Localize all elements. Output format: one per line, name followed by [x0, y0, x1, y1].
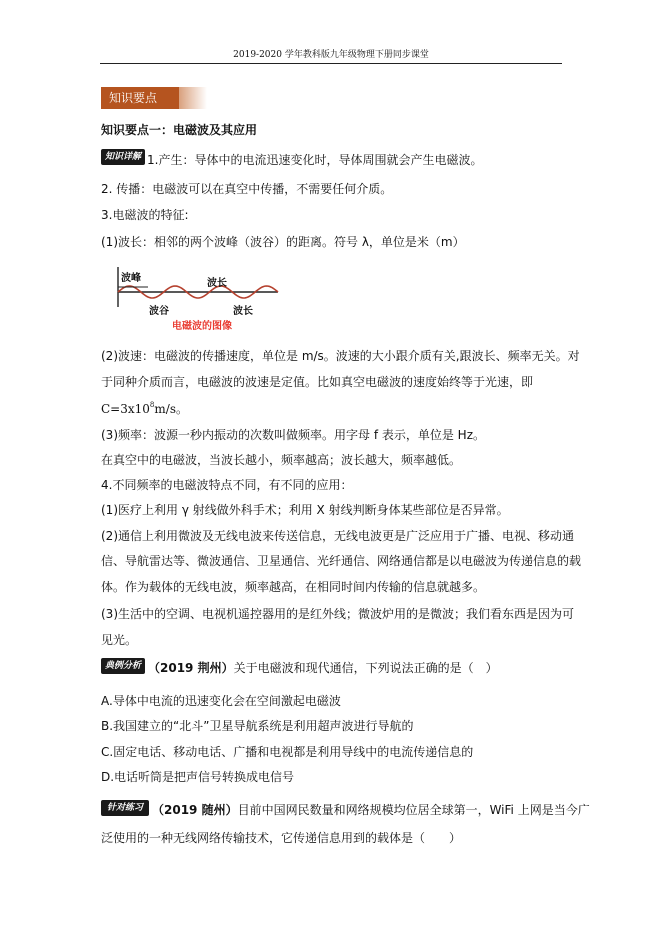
- point-4: 4.不同频率的电磁波特点不同，有不同的应用：: [101, 478, 353, 492]
- point-2: 2. 传播：电磁波可以在真空中传播，不需要任何介质。: [101, 182, 393, 196]
- example-question: 关于电磁波和现代通信，下列说法正确的是（ ）: [233, 661, 498, 675]
- example-option-b: B.我国建立的“北斗”卫星导航系统是利用超声波进行导航的: [101, 719, 414, 733]
- label-peak: 波峰: [121, 273, 141, 284]
- practice-line-2: 泛使用的一种无线网络传输技术，它传递信息用到的载体是（ ）: [101, 831, 462, 845]
- example-source: （2019 荆州）: [148, 661, 234, 675]
- point-3-2b: 于同种介质而言，电磁波的波速是定值。比如真空电磁波的速度始终等于光速，即: [101, 375, 534, 389]
- point-4-2a: (2)通信上利用微波及无线电波来传送信息，无线电波更是广泛应用于广播、电视、移动通: [101, 529, 575, 543]
- section-banner-tail: [179, 87, 207, 109]
- point-4-1: (1)医疗上利用 γ 射线做外科手术；利用 X 射线判断身体某些部位是否异常。: [101, 503, 509, 517]
- practice-text-1: 目前中国网民数量和网络规模均位居全球第一，WiFi 上网是当今广: [237, 803, 590, 817]
- header-rule: [100, 63, 562, 64]
- speed-base: C=3x10: [101, 402, 150, 416]
- label-wavelength-top: 波长: [207, 278, 227, 289]
- example-badge: 典例分析: [101, 658, 145, 674]
- practice-line-1: [152, 802, 590, 818]
- section-banner: 知识要点: [101, 87, 179, 109]
- label-wavelength-bottom: 波长: [233, 306, 253, 317]
- page-header: 2019-2020 学年教科版九年级物理下册同步课堂: [233, 50, 429, 60]
- point-3-2c: [101, 401, 188, 417]
- figure-caption: 电磁波的图像: [172, 321, 232, 332]
- example-option-d: D.电话听筒是把声信号转换成电信号: [101, 770, 295, 784]
- speed-unit: m/s。: [154, 402, 188, 416]
- practice-source: （2019 随州）: [152, 803, 238, 817]
- point-4-3a: (3)生活中的空调、电视机遥控器用的是红外线；微波炉用的是微波；我们看东西是因为可: [101, 607, 575, 621]
- point-3: 3.电磁波的特征:: [101, 208, 189, 222]
- point-3-2a: (2)波速：电磁波的传播速度，单位是 m/s。波速的大小跟介质有关,跟波长、频率无关。对: [101, 349, 580, 363]
- point-3-1: (1)波长：相邻的两个波峰（波谷）的距离。符号 λ，单位是米（m）: [101, 235, 465, 249]
- label-trough: 波谷: [149, 306, 169, 317]
- explain-badge: 知识详解: [101, 149, 145, 165]
- point-4-2b: 信、导航雷达等、微波通信、卫星通信、光纤通信、网络通信都是以电磁波为传递信息的载: [101, 554, 582, 568]
- point-4-3b: 见光。: [101, 633, 138, 647]
- example-option-c: C.固定电话、移动电话、广播和电视都是利用导线中的电流传递信息的: [101, 745, 474, 759]
- point-3-3b: 在真空中的电磁波，当波长越小，频率越高；波长越大，频率越低。: [101, 453, 462, 467]
- example-question-line: [148, 660, 498, 676]
- example-option-a: A.导体中电流的迅速变化会在空间激起电磁波: [101, 694, 341, 708]
- section-title: 知识要点一：电磁波及其应用: [101, 123, 258, 137]
- point-3-3a: (3)频率：波源一秒内振动的次数叫做频率。用字母 f 表示，单位是 Hz。: [101, 428, 485, 442]
- practice-badge: 针对练习: [101, 800, 149, 816]
- speed-exponent: 8: [149, 401, 155, 409]
- wave-figure: [113, 263, 283, 335]
- point-1: 1.产生：导体中的电流迅速变化时，导体周围就会产生电磁波。: [147, 153, 483, 167]
- point-4-2c: 体。作为载体的无线电波，频率越高，在相同时间内传输的信息就越多。: [101, 580, 486, 594]
